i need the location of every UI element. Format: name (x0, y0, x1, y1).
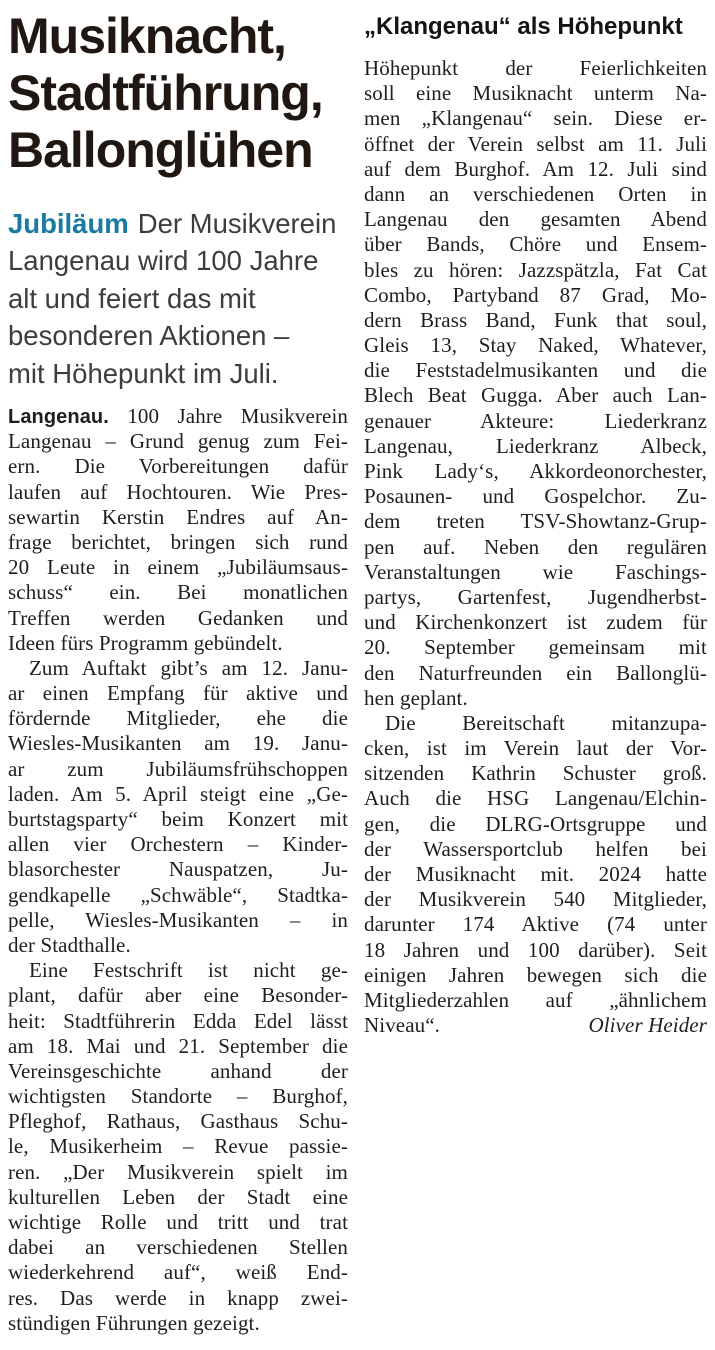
body-line: laufen auf Hochtouren. Wie Pres- (8, 479, 348, 504)
body-line: 18 Jahren und 100 darüber). Seit (364, 937, 707, 962)
body-line: Eine Festschrift ist nicht ge- (29, 958, 348, 983)
body-line: burtstagsparty“ beim Konzert mit (8, 807, 348, 832)
body-line: ern. Die Vorbereitungen dafür (8, 454, 348, 479)
body-line: cken, ist im Verein laut der Vor- (364, 736, 707, 761)
lead-line: alt und feiert das mit (8, 282, 256, 314)
body-line: pelle, Wiesles-Musikanten – in (8, 907, 348, 932)
body-line: Vereinsgeschichte anhand der (8, 1058, 348, 1083)
body-line: Posaunen- und Gospelchor. Zu- (364, 484, 707, 509)
body-line: frage berichtet, bringen sich rund (8, 529, 348, 554)
body-line: Ideen fürs Programm gebündelt. (8, 630, 283, 655)
headline-line: Stadtführung, (8, 65, 323, 121)
body-line: ar einen Empfang für aktive und (8, 681, 348, 706)
body-line: Langenau. 100 Jahre Musikverein (8, 404, 348, 429)
body-line: laden. Am 5. April steigt eine „Ge- (8, 781, 348, 806)
body-line: der Stadthalle. (8, 932, 131, 957)
body-line: bles zu hören: Jazzspätzla, Fat Cat (364, 257, 707, 282)
body-line: Höhepunkt der Feierlichkeiten (364, 56, 707, 80)
body-paragraph (364, 56, 707, 711)
body-line: 20. September gemeinsam mit (364, 635, 707, 660)
body-paragraph (8, 404, 348, 656)
body-line: genauer Akteure: Liederkranz (364, 408, 707, 433)
headline-line: Musiknacht, (8, 8, 286, 64)
body-line: dann an verschiedenen Orten in (364, 181, 707, 206)
body-line: schuss“ ein. Bei monatlichen (8, 580, 348, 605)
body-line: sitzenden Kathrin Schuster groß. (364, 761, 707, 786)
body-line: Gleis 13, Stay Naked, Whatever, (364, 333, 707, 358)
body-line: pen auf. Neben den regulären (364, 534, 707, 559)
body-line: ren. „Der Musikverein spielt im (8, 1159, 348, 1184)
body-line: wichtigsten Standorte – Burghof, (8, 1084, 348, 1109)
body-line: men „Klangenau“ sein. Diese er- (364, 106, 707, 131)
body-line: der Musikverein 540 Mitglieder, (364, 887, 707, 912)
body-line: auf dem Burghof. Am 12. Juli sind (364, 156, 707, 181)
body-line: blasorchester Nauspatzen, Ju- (8, 857, 348, 882)
body-line: Treffen werden Gedanken und (8, 605, 348, 630)
body-line: Langenau den gesamten Abend (364, 207, 707, 232)
body-line: plant, dafür aber eine Besonder- (8, 983, 348, 1008)
body-line: Wiesles-Musikanten am 19. Janu- (8, 731, 348, 756)
body-line (364, 1013, 707, 1038)
body-line: über Bands, Chöre und Ensem- (364, 232, 707, 257)
body-line: der Musiknacht mit. 2024 hatte (364, 862, 707, 886)
body-line: wiederkehrend auf“, weiß End- (8, 1260, 348, 1285)
right-column (364, 8, 707, 1336)
body-line: Combo, Partyband 87 Grad, Mo- (364, 282, 707, 307)
body-line: am 18. Mai und 21. September die (8, 1033, 348, 1058)
body-line: wichtige Rolle und tritt und trat (8, 1210, 348, 1235)
body-line: gendkapelle „Schwäble“, Stadtka- (8, 882, 348, 907)
left-body-text (8, 404, 348, 1336)
body-line: Pfleghof, Rathaus, Gasthaus Schu- (8, 1109, 348, 1134)
kicker-label: Jubiläum (8, 208, 129, 239)
body-line: den Naturfreunden ein Ballonglü- (364, 660, 707, 685)
body-line: gen, die DLRG-Ortsgruppe und (364, 811, 707, 836)
body-line: dabei an verschiedenen Stellen (8, 1235, 348, 1260)
body-line: Langenau, Liederkranz Albeck, (364, 433, 707, 458)
body-paragraph (364, 711, 707, 1038)
body-line: darunter 174 Aktive (74 unter (364, 912, 707, 937)
body-line: Die Bereitschaft mitanzupa- (385, 710, 707, 735)
right-body-text (364, 56, 707, 1038)
body-line: einigen Jahren bewegen sich die (364, 962, 707, 987)
body-line: Pink Lady‘s, Akkordeonorchester, (364, 459, 707, 483)
body-line: dern Brass Band, Funk that soul, (364, 307, 707, 332)
body-line: kulturellen Leben der Stadt eine (8, 1184, 348, 1209)
body-line: Auch die HSG Langenau/Elchin- (364, 786, 707, 811)
paragraph-lead-in: Langenau. (8, 406, 109, 429)
body-line: und Kirchenkonzert ist zudem für (364, 610, 707, 635)
body-line: partys, Gartenfest, Jugendherbst- (364, 584, 707, 609)
body-line: fördernde Mitglieder, ehe die (8, 706, 348, 731)
body-line: stündigen Führungen gezeigt. (8, 1310, 260, 1335)
body-line: Zum Auftakt gibt’s am 12. Janu- (29, 655, 348, 680)
body-line: soll eine Musiknacht unterm Na- (364, 81, 707, 106)
lead-line: besonderen Aktionen – (8, 320, 290, 352)
body-line: Blech Beat Gugga. Aber auch Lan- (364, 383, 707, 408)
article-headline (8, 8, 348, 179)
lead-line (8, 205, 348, 242)
body-line: sewartin Kerstin Endres auf An- (8, 504, 348, 529)
body-line: ar zum Jubiläumsfrühschoppen (8, 756, 348, 781)
body-line: allen vier Orchestern – Kinder- (8, 832, 348, 857)
left-column (8, 8, 348, 1336)
body-line: res. Das werde in knapp zwei- (8, 1285, 348, 1310)
body-line: Langenau – Grund genug zum Fei- (8, 429, 348, 454)
headline-line: Ballonglühen (8, 122, 313, 178)
body-line: 20 Leute in einem „Jubiläumsaus- (8, 555, 348, 580)
lead-line: mit Höhepunkt im Juli. (8, 357, 279, 389)
body-paragraph (8, 958, 348, 1336)
lead-line-text: Der Musikverein (137, 208, 337, 239)
body-line: der Wassersportclub helfen bei (364, 836, 707, 861)
body-line: Veranstaltungen wie Faschings- (364, 559, 707, 584)
byline: Oliver Heider (588, 1013, 707, 1038)
body-paragraph (8, 656, 348, 958)
body-line: dem treten TSV-Showtanz-Grup- (364, 509, 707, 534)
body-line: Mitgliederzahlen auf „ähnlichem (364, 987, 707, 1012)
body-line: die Feststadelmusikanten und die (364, 358, 707, 383)
body-line: heit: Stadtführerin Edda Edel lässt (8, 1008, 348, 1033)
body-line: hen geplant. (364, 685, 468, 710)
lead-paragraph (8, 205, 348, 392)
subheadline: „Klangenau“ als Höhepunkt (364, 13, 683, 40)
lead-line: Langenau wird 100 Jahre (8, 245, 319, 277)
body-line: öffnet der Verein selbst am 11. Juli (364, 131, 707, 156)
body-line: le, Musikerheim – Revue passie- (8, 1134, 348, 1159)
body-line-text: Niveau“. (364, 1013, 441, 1038)
